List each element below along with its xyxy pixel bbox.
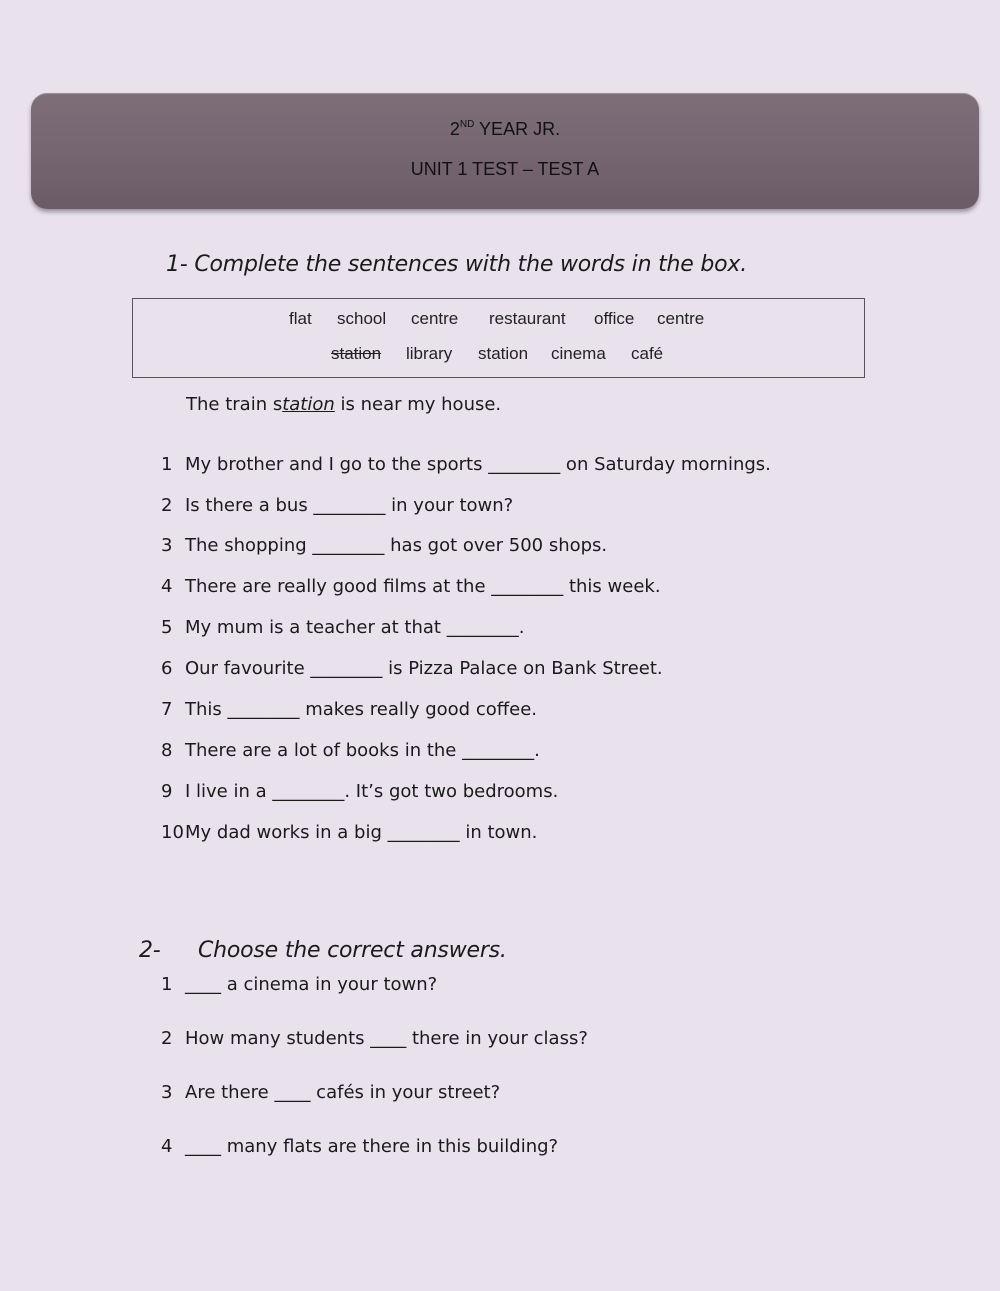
- word-box: [132, 298, 865, 378]
- word: office: [594, 309, 635, 328]
- word: library: [406, 344, 453, 363]
- word: school: [337, 309, 387, 328]
- word: café: [631, 344, 664, 363]
- section2-heading: Choose the correct answers.: [198, 938, 507, 963]
- word: centre: [657, 309, 705, 328]
- year-label: 2ND YEAR JR.: [449, 119, 561, 139]
- test-title: UNIT 1 TEST – TEST A: [410, 159, 600, 179]
- word-crossed-out: station: [331, 344, 382, 363]
- word: cinema: [551, 344, 606, 363]
- example-answer: tation: [282, 394, 335, 415]
- word: station: [478, 344, 529, 363]
- section1-heading: 1- Complete the sentences with the words in the box.: [166, 252, 748, 277]
- word: centre: [411, 309, 459, 328]
- example-sentence: The train station is near my house.: [186, 394, 502, 415]
- title-banner: [31, 93, 979, 209]
- word: flat: [289, 309, 312, 328]
- section2-number: 2-: [139, 938, 161, 963]
- word: restaurant: [489, 309, 566, 328]
